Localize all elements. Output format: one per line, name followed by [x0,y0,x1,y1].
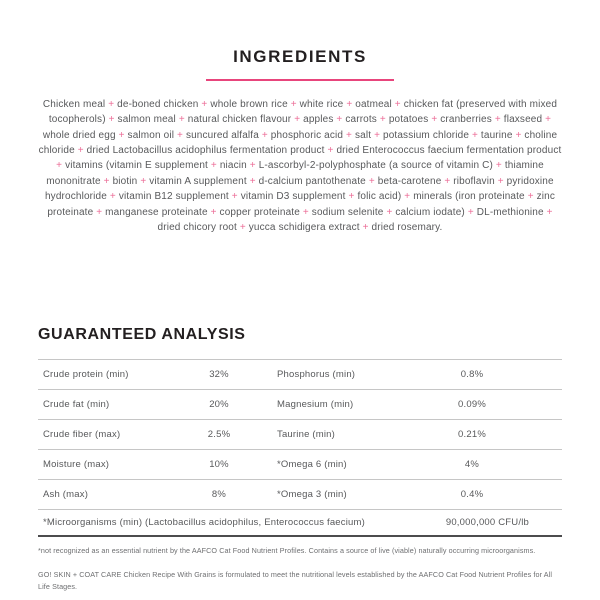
nutrient-value: 0.4% [460,489,484,501]
pink-underline [206,79,394,81]
ingredients-text: Chicken meal + de-boned chicken + whole brown rice + white rice + oatmeal + chicken fat (preserved with mixed tocopherols) + salmon meal + natural chicken flavour + apples + carrots + potatoes + cranberries + flaxseed + whole dried egg + salmon oil + suncured alfalfa + phosphoric acid + salt + potassium chloride + taurine + choline chloride + dried Lactobacillus acidophilus fermentation product + dried Enterococcus faecium fermentation product + vitamins (vitamin E supplement + niacin + L-ascorbyl-2-polyphosphate (a source of vitamin C) + thiamine mononitrate + biotin + vitamin A supplement + d-calcium pantothenate + beta-carotene + riboflavin + pyridoxine hydrochloride + vitamin B12 supplement + vitamin D3 supplement + folic acid) + minerals (iron proteinate + zinc proteinate + manganese proteinate + copper proteinate + sodium selenite + calcium iodate) + DL-methionine + dried chicory root + yucca schidigera extract + dried rosemary. [38,98,562,233]
nutrient-value: 32% [209,369,229,381]
table-row [38,419,562,449]
nutrient-label: Phosphorus (min) [277,369,356,381]
nutrient-value: 0.8% [460,369,484,381]
nutrient-label: Ash (max) [43,489,89,501]
nutrient-value: 0.09% [458,399,486,411]
nutrient-label: Magnesium (min) [277,399,354,411]
nutrient-label: Taurine (min) [277,429,336,441]
product-info-panel [38,0,562,592]
microorganisms-label: *Microorganisms (min) (Lactobacillus acidophilus, Enterococcus faecium) [43,517,366,529]
nutrient-label: *Omega 3 (min) [277,489,347,501]
nutrient-label: *Omega 6 (min) [277,459,347,471]
ingredients-heading: INGREDIENTS [233,47,367,67]
formulation-statement: GO! SKIN + COAT CARE Chicken Recipe With Grains is formulated to meet the nutritional levels established by the AAFCO Cat Food Nutrient Profiles for All Life Stages. [38,570,553,591]
table-row [38,389,562,419]
nutrient-value: 8% [211,489,227,501]
nutrient-value: 20% [209,399,229,411]
nutrient-value: 10% [209,459,229,471]
microorganisms-value: 90,000,000 CFU/lb [445,517,529,529]
nutrient-label: Crude protein (min) [43,369,129,381]
nutrient-value: 4% [464,459,480,471]
ingredients-section [38,47,562,235]
guaranteed-analysis-section [38,326,562,592]
nutrient-label: Crude fat (min) [43,399,110,411]
nutrient-value: 2.5% [207,429,231,441]
guaranteed-analysis-heading: GUARANTEED ANALYSIS [38,326,246,344]
nutrient-label: Moisture (max) [43,459,110,471]
guaranteed-analysis-table [38,359,562,537]
table-row-microorganisms [38,509,562,535]
nutrient-label: Crude fiber (max) [43,429,121,441]
table-row [38,479,562,509]
aafco-footnote: *not recognized as an essential nutrient by the AAFCO Cat Food Nutrient Profiles. Contains a source of live (viable) naturally occurring microorganisms. [38,546,536,556]
table-row [38,449,562,479]
table-row [38,359,562,389]
nutrient-value: 0.21% [458,429,486,441]
